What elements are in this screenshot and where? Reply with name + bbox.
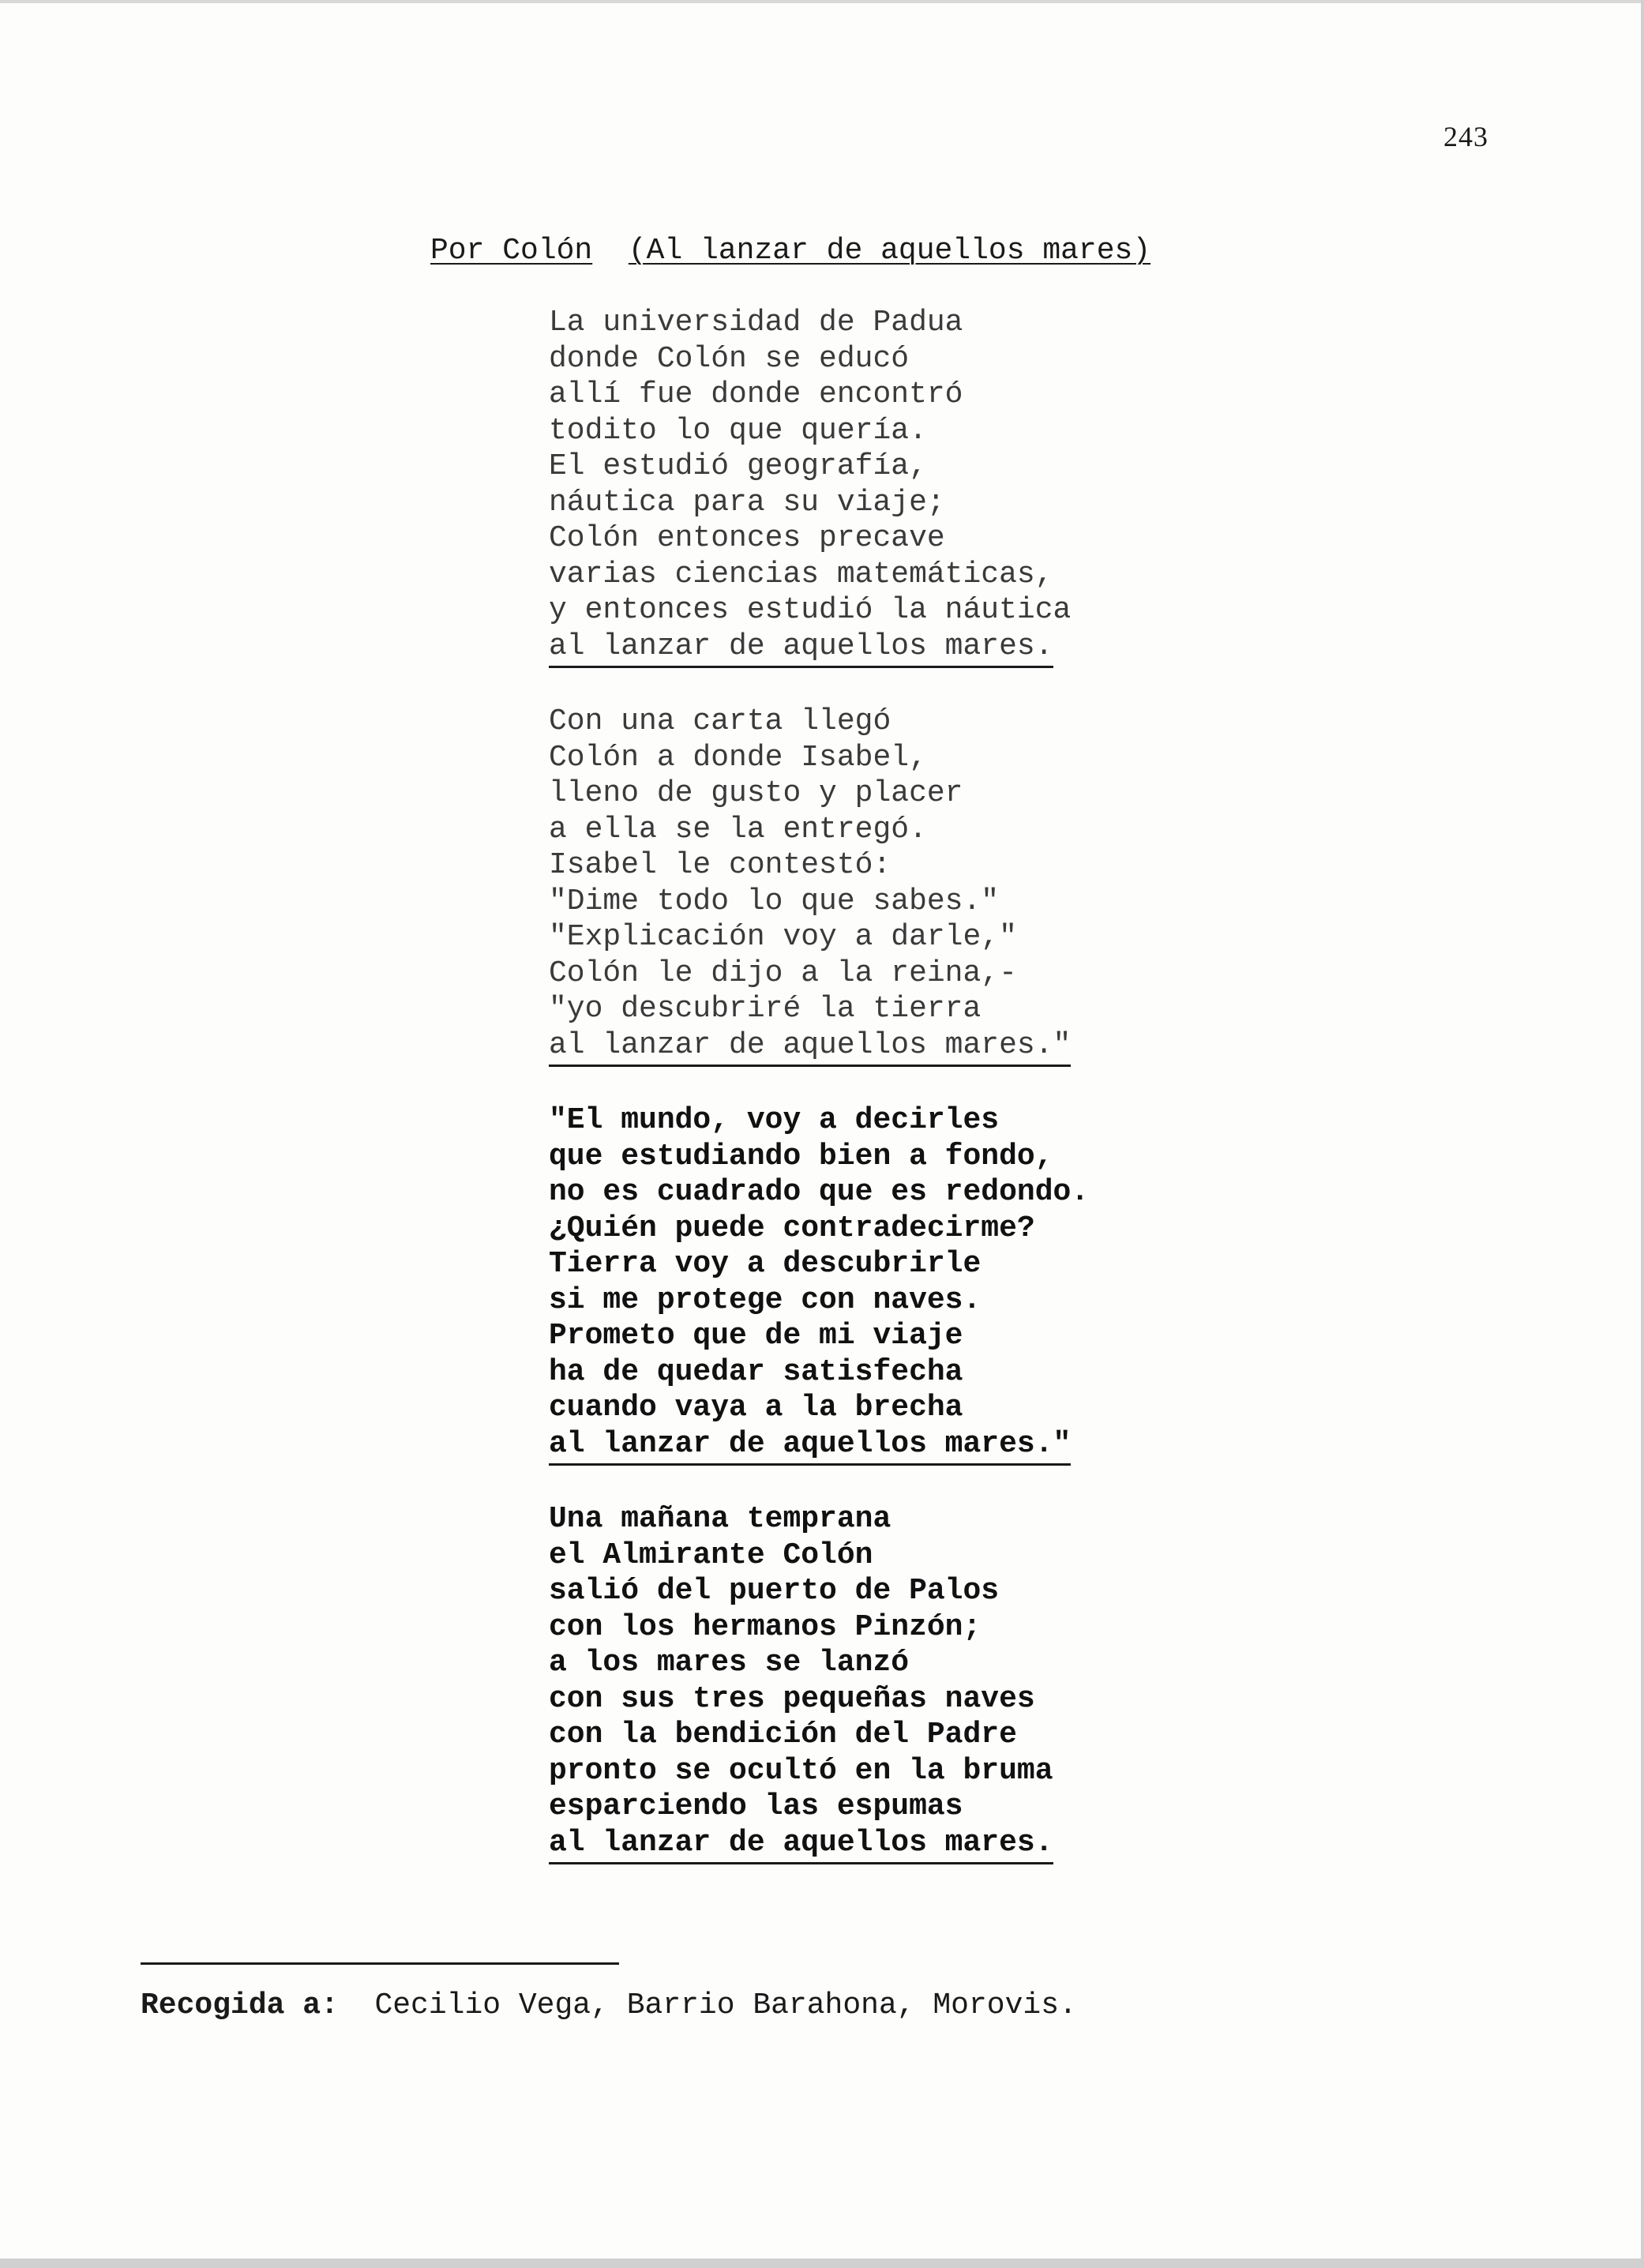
verse-line: "Explicación voy a darle,"	[549, 920, 1017, 954]
verse-line: "Dime todo lo que sabes."	[549, 884, 1000, 918]
verse-line: que estudiando bien a fondo,	[549, 1139, 1053, 1173]
verse-line: donde Colón se educó	[549, 341, 910, 376]
refrain-line: al lanzar de aquellos mares.	[549, 629, 1053, 669]
verse-line: varias ciencias matemáticas,	[549, 557, 1053, 591]
stanza-3	[549, 1102, 1089, 1466]
verse-line: Colón a donde Isabel,	[549, 740, 927, 775]
verse-line: Isabel le contestó:	[549, 848, 891, 882]
poem-body	[549, 305, 1089, 1900]
verse-line: "yo descubriré la tierra	[549, 992, 982, 1026]
verse-line: cuando vaya a la brecha	[549, 1391, 963, 1425]
page-number: 243	[1443, 121, 1488, 152]
verse-line: Una mañana temprana	[549, 1502, 891, 1536]
verse-line: "El mundo, voy a decirles	[549, 1103, 1000, 1137]
verse-line: allí fue donde encontró	[549, 377, 963, 411]
verse-line: no es cuadrado que es redondo.	[549, 1175, 1090, 1209]
verse-line: Con una carta llegó	[549, 704, 891, 738]
verse-line: Colón le dijo a la reina,-	[549, 956, 1017, 990]
verse-line: con la bendición del Padre	[549, 1718, 1017, 1752]
verse-line: La universidad de Padua	[549, 306, 963, 340]
verse-line: El estudió geografía,	[549, 449, 927, 483]
verse-line: con los hermanos Pinzón;	[549, 1609, 982, 1644]
verse-line: pronto se ocultó en la bruma	[549, 1753, 1053, 1788]
verse-line: y entonces estudió la náutica	[549, 593, 1072, 627]
stanza-2	[549, 704, 1089, 1067]
poem-title	[430, 234, 1150, 268]
refrain-line: al lanzar de aquellos mares.	[549, 1825, 1053, 1865]
footnote	[141, 1988, 1077, 2022]
verse-line: el Almirante Colón	[549, 1538, 873, 1572]
verse-line: lleno de gusto y placer	[549, 776, 963, 810]
verse-line: con sus tres pequeñas naves	[549, 1681, 1035, 1716]
poem-subtitle: (Al lanzar de aquellos mares)	[628, 234, 1151, 268]
verse-line: ¿Quién puede contradecirme?	[549, 1211, 1035, 1245]
refrain-line: al lanzar de aquellos mares."	[549, 1027, 1071, 1068]
footnote-label: Recogida a:	[141, 1988, 339, 2022]
verse-line: si me protege con naves.	[549, 1282, 982, 1317]
verse-line: salió del puerto de Palos	[549, 1574, 1000, 1608]
footnote-source: Cecilio Vega, Barrio Barahona, Morovis.	[374, 1988, 1077, 2022]
verse-line: a ella se la entregó.	[549, 812, 927, 847]
verse-line: esparciendo las espumas	[549, 1789, 963, 1823]
footnote-divider	[141, 1962, 619, 1965]
scan-edge-bottom	[0, 2259, 1644, 2268]
stanza-4	[549, 1501, 1089, 1864]
verse-line: ha de quedar satisfecha	[549, 1354, 963, 1389]
poem-title-main: Por Colón	[430, 234, 593, 268]
scan-edge-right	[1641, 0, 1644, 2268]
verse-line: Prometo que de mi viaje	[549, 1319, 963, 1353]
verse-line: Colón entonces precave	[549, 521, 945, 555]
verse-line: náutica para su viaje;	[549, 485, 945, 520]
verse-line: Tierra voy a descubrirle	[549, 1247, 982, 1281]
refrain-line: al lanzar de aquellos mares."	[549, 1426, 1071, 1466]
scan-edge-top	[0, 0, 1644, 3]
stanza-1	[549, 305, 1089, 668]
verse-line: todito lo que quería.	[549, 413, 927, 448]
verse-line: a los mares se lanzó	[549, 1646, 910, 1680]
